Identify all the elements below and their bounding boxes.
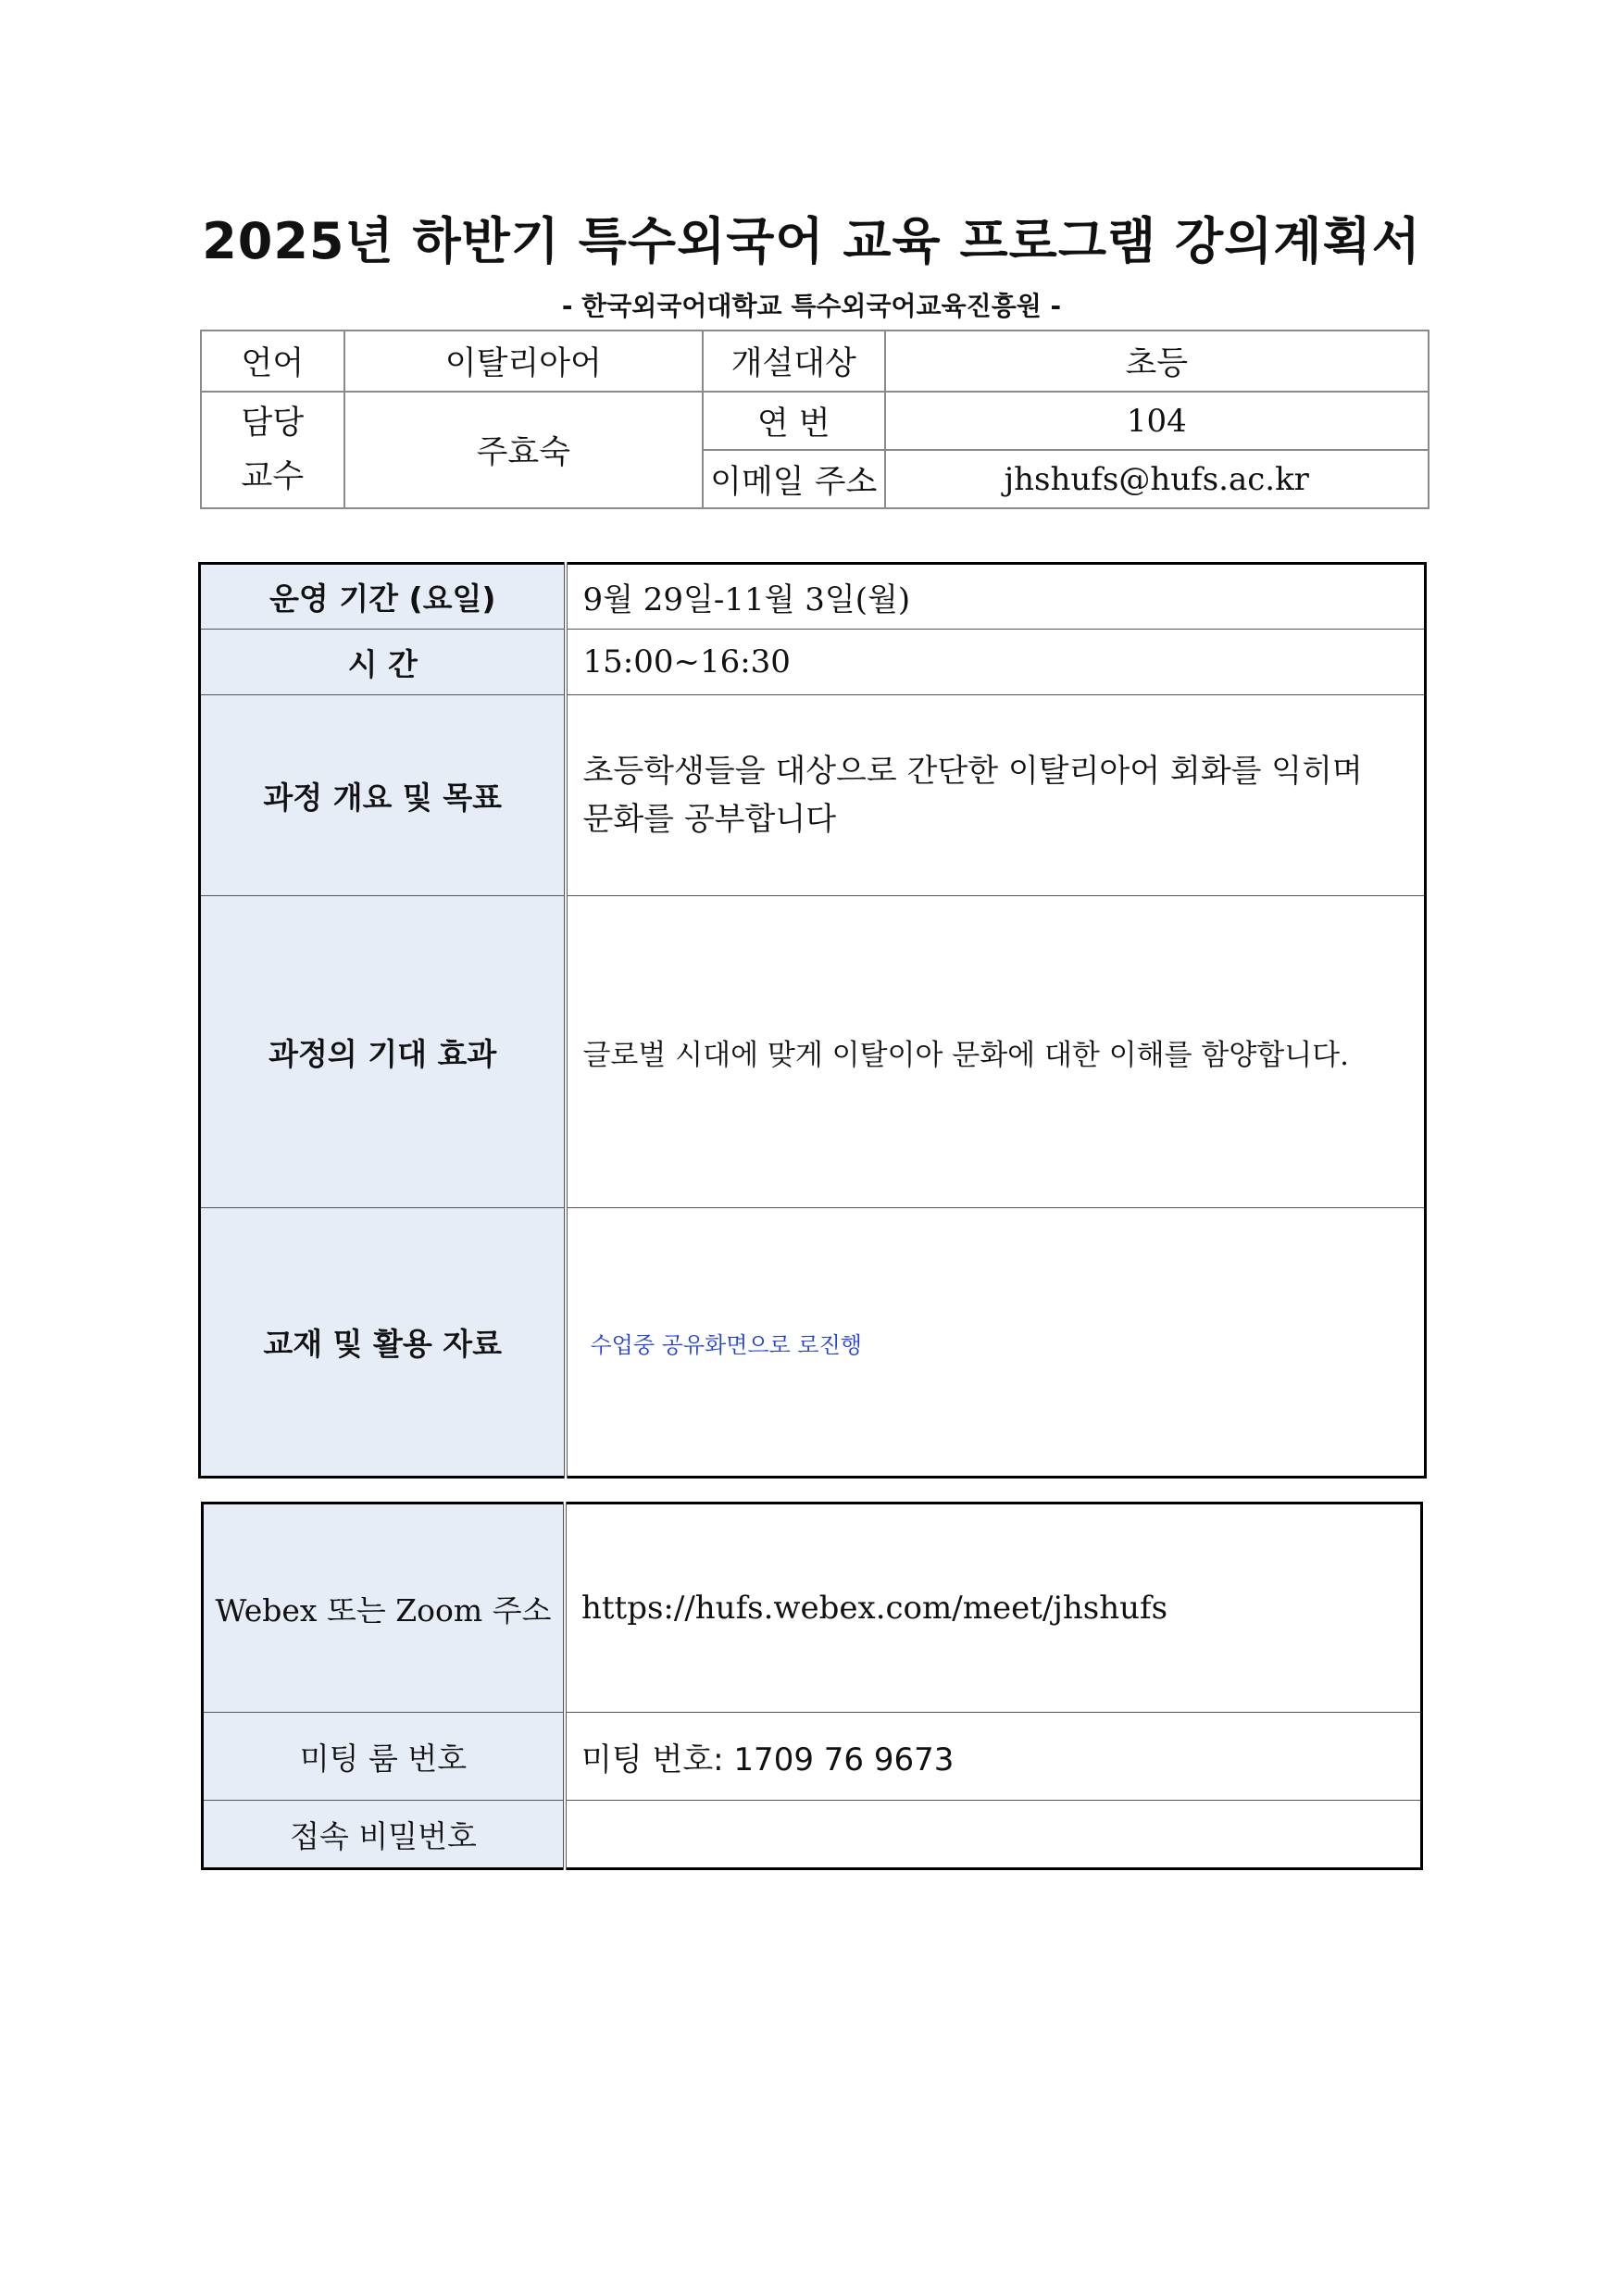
professor-value: 주효숙 (344, 392, 703, 508)
materials-text: 수업중 공유화면으로 로진행 (590, 1331, 862, 1358)
period-label: 운영 기간 (요일) (200, 564, 567, 630)
effect-value: 글로벌 시대에 맞게 이탈이아 문화에 대한 이해를 함양합니다. (566, 896, 1425, 1208)
meeting-room-value: 미팅 번호: 1709 76 9673 (565, 1713, 1422, 1801)
document-subtitle: - 한국외국어대학교 특수외국어교육진흥원 - (561, 291, 1062, 321)
number-label: 연 번 (703, 392, 885, 450)
effect-label: 과정의 기대 효과 (200, 896, 567, 1208)
password-label: 접속 비밀번호 (203, 1801, 565, 1869)
time-label: 시 간 (200, 630, 567, 695)
materials-value (566, 1208, 1425, 1478)
target-label: 개설대상 (703, 331, 885, 392)
email-value: jhshufs@hufs.ac.kr (885, 450, 1429, 508)
meeting-room-label: 미팅 룸 번호 (203, 1713, 565, 1801)
language-value: 이탈리아어 (344, 331, 703, 392)
email-label: 이메일 주소 (703, 450, 885, 508)
number-value: 104 (885, 392, 1429, 450)
professor-label (201, 392, 344, 508)
overview-line-2: 문화를 공부합니다 (582, 801, 837, 838)
meeting-url-label: Webex 또는 Zoom 주소 (203, 1504, 565, 1713)
course-info-table (198, 562, 1427, 1479)
overview-line-1: 초등학생들을 대상으로 간단한 이탈리아어 회화를 익히며 (582, 753, 1363, 790)
meeting-url-value[interactable]: https://hufs.webex.com/meet/jhshufs (565, 1504, 1422, 1713)
materials-label: 교재 및 활용 자료 (200, 1208, 567, 1478)
language-label: 언어 (201, 331, 344, 392)
online-meeting-table (201, 1502, 1423, 1870)
overview-label: 과정 개요 및 목표 (200, 695, 567, 896)
period-value: 9월 29일-11월 3일(월) (566, 564, 1425, 630)
target-value: 초등 (885, 331, 1429, 392)
professor-label-line1: 담당 (241, 405, 305, 442)
overview-value (566, 695, 1425, 896)
professor-label-line2: 교수 (241, 458, 305, 495)
time-value: 15:00~16:30 (566, 630, 1425, 695)
password-value (565, 1801, 1422, 1869)
document-title: 2025년 하반기 특수외국어 교육 프로그램 강의계획서 (202, 212, 1421, 270)
course-header-table (200, 330, 1429, 509)
